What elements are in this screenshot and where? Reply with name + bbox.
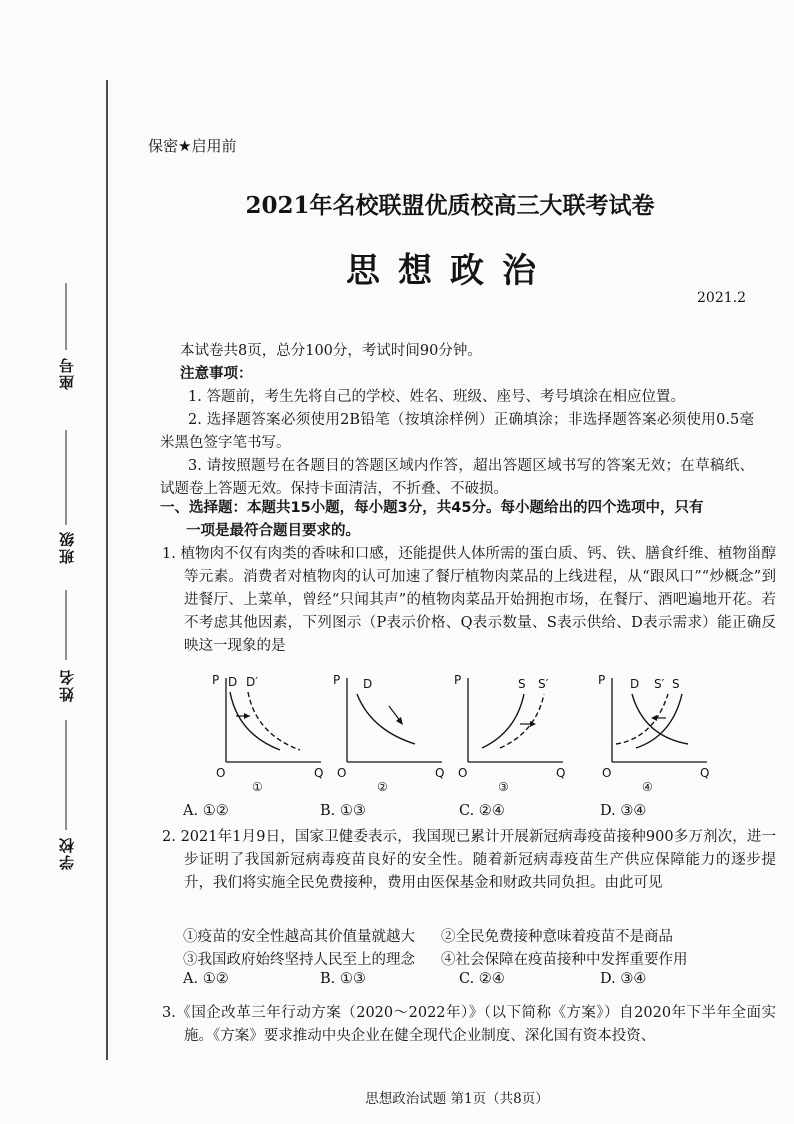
q-axis-label: Q [314, 766, 324, 780]
curve-label-d-prime: D′ [246, 675, 258, 689]
notice-item: 3. 请按照题号在各题目的答题区域内作答，超出答题区域书写的答案无效；在草稿纸、试题卷上答题无效。保持卡面清洁，不折叠、不破损。 [160, 458, 754, 497]
p-axis-label: P [598, 673, 606, 687]
graph-2 [327, 670, 447, 800]
curve-label-s-prime: S′ [538, 677, 549, 691]
origin-label: O [602, 766, 612, 780]
q2-statement-3: ③我国政府始终坚持人民至上的理念 [183, 952, 415, 968]
curve-label-d: D [363, 677, 373, 691]
exam-intro: 本试卷共8页，总分100分，考试时间90分钟。 [180, 343, 482, 359]
question-3-text: 3.《国企改革三年行动方案（2020～2022年）》（以下简称《方案》）自2020年下半年全面实施。《方案》要求推动中央企业在健全现代企业制度、深化国有资本投资、 [162, 1005, 776, 1044]
question-1-text: 1. 植物肉不仅有肉类的香味和口感，还能提供人体所需的蛋白质、钙、铁、膳食纤维、植物甾醇等元素。消费者对植物肉的认可加速了餐厅植物肉菜品的上线进程，从“跟风口”“炒概念”到进餐厅、上菜单，曾经“只闻其声”的植物肉菜品开始拥抱市场，在餐厅、酒吧遍地开花。若不考虑其他因素，下列图示（P表示价格、Q表示数量、S表示供给、D表示需求）能正确反映这一现象的是 [162, 546, 776, 654]
q1-option-b: B. ①③ [320, 803, 366, 819]
supply-curve-s [636, 694, 682, 748]
graph-1 [206, 670, 326, 800]
notice-item: 1. 答题前，考生先将自己的学校、姓名、班级、座号、考号填涂在相应位置。 [188, 389, 685, 405]
graph-3 [448, 670, 568, 800]
shift-arrow-head [651, 715, 657, 721]
section-heading [160, 497, 754, 543]
origin-label: O [458, 766, 468, 780]
demand-curve-d-prime [248, 692, 300, 750]
section-heading-line: 一、选择题：本题共15小题，每小题3分，共45分。每小题给出的四个选项中，只有 [160, 500, 704, 516]
graph-number: ④ [642, 780, 653, 794]
origin-label: O [216, 766, 226, 780]
q2-option-a: A. ①② [183, 971, 229, 987]
notice-heading: 注意事项： [180, 366, 253, 382]
name-label: 姓名 [58, 668, 76, 702]
graph-number: ② [377, 780, 388, 794]
supply-curve-s [482, 694, 524, 748]
q2-statement-1: ①疫苗的安全性越高其价值量就越大 [183, 929, 415, 945]
curve-label-d: D [630, 677, 640, 691]
supply-curve-s-prime [616, 694, 668, 744]
q-axis-label: Q [435, 766, 445, 780]
notice-item: 2. 选择题答案必须使用2B铅笔（按填涂样例）正确填涂；非选择题答案必须使用0.5毫米黑色签字笔书写。 [160, 412, 754, 451]
q2-option-c: C. ②④ [459, 971, 505, 987]
q2-statement-2: ②全民免费接种意味着疫苗不是商品 [441, 929, 673, 945]
demand-curve-d [230, 692, 280, 750]
movement-arrow-head [396, 717, 403, 725]
exam-title: 2021年名校联盟优质校高三大联考试卷 [245, 192, 655, 219]
curve-label-s-prime: S′ [654, 677, 665, 691]
q1-option-d: D. ③④ [600, 803, 647, 819]
curve-label-s: S [518, 677, 526, 691]
curve-label-s: S [672, 677, 680, 691]
subject-title: 思想政治 [346, 251, 554, 291]
confidential-mark: 保密★启用前 [148, 137, 237, 155]
shift-arrow-head [244, 713, 250, 719]
origin-label: O [337, 766, 347, 780]
class-label: 班级 [58, 530, 76, 564]
q-axis-label: Q [556, 766, 566, 780]
graph-number: ③ [498, 780, 509, 794]
p-axis-label: P [212, 673, 220, 687]
q2-statement-4: ④社会保障在疫苗接种中发挥重要作用 [441, 952, 688, 968]
section-heading-line: 一项是最符合题目要求的。 [186, 523, 360, 539]
question-2-text: 2. 2021年1月9日，国家卫健委表示，我国现已累计开展新冠病毒疫苗接种900多万剂次，进一步证明了我国新冠病毒疫苗良好的安全性。随着新冠病毒疫苗生产供应保障能力的逐步提升，我们将实施全民免费接种，费用由医保基金和财政共同负担。由此可见 [162, 829, 776, 891]
q2-option-d: D. ③④ [600, 971, 647, 987]
p-axis-label: P [333, 673, 341, 687]
demand-curve [357, 694, 415, 744]
q2-option-b: B. ①③ [320, 971, 366, 987]
notice-title [160, 363, 754, 386]
q-axis-label: Q [700, 766, 710, 780]
q1-option-c: C. ②④ [459, 803, 505, 819]
graph-4 [592, 670, 712, 800]
seat-label: 座号 [58, 356, 76, 390]
curve-label-d: D [228, 675, 238, 689]
page-footer: 思想政治试题 第1页（共8页） [365, 1091, 549, 1107]
exam-date: 2021.2 [697, 290, 746, 306]
school-label: 学校 [58, 836, 76, 870]
q1-option-a: A. ①② [183, 803, 229, 819]
graph-number: ① [252, 780, 263, 794]
p-axis-label: P [454, 673, 462, 687]
